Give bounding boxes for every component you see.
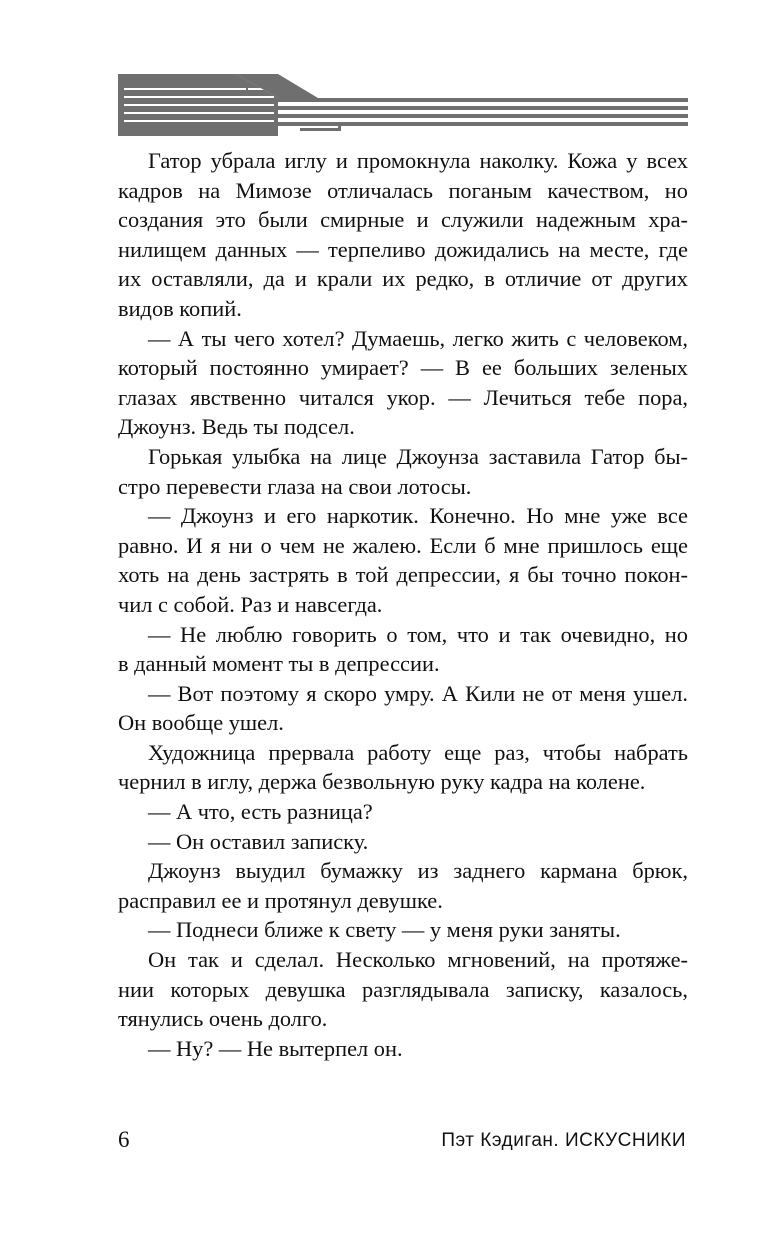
text-line: нилищем данных — терпеливо дожидались на месте, где bbox=[118, 236, 688, 262]
text-line: создания это были смирные и служили надежным хра- bbox=[118, 207, 688, 233]
text-line: кадров на Мимозе отличалась поганым качеством, но bbox=[118, 177, 688, 203]
text-line: видов копий. bbox=[118, 295, 242, 321]
text-line: — Поднеси ближе к свету — у меня руки заняты. bbox=[148, 917, 621, 943]
text-line: — А что, есть разница? bbox=[148, 799, 373, 825]
header-ornament bbox=[118, 74, 688, 136]
text-line: — Он оставил записку. bbox=[148, 828, 369, 854]
paragraph bbox=[118, 679, 688, 738]
paragraph bbox=[118, 620, 688, 679]
text-line: Джоунз. Ведь ты подсел. bbox=[118, 414, 355, 440]
text-line: хоть на день застрять в той депрессии, я бы точно покон- bbox=[118, 562, 688, 588]
paragraph bbox=[118, 442, 688, 501]
paragraph bbox=[118, 856, 688, 915]
text-line: нии которых девушка разглядывала записку, казалось, bbox=[118, 976, 688, 1002]
text-line: чил с собой. Раз и навсегда. bbox=[118, 591, 383, 617]
paragraph bbox=[118, 324, 688, 442]
text-line: — А ты чего хотел? Думаешь, легко жить с человеком, bbox=[148, 325, 688, 351]
text-line: глазах явственно читался укор. — Лечиться тебе пора, bbox=[118, 384, 688, 410]
paragraph bbox=[118, 738, 688, 797]
text-line: — Джоунз и его наркотик. Конечно. Но мне уже все bbox=[148, 503, 688, 529]
paragraph bbox=[118, 146, 688, 324]
text-line: стро перевести глаза на свои лотосы. bbox=[118, 473, 472, 499]
text-line: — Ну? — Не вытерпел он. bbox=[148, 1035, 403, 1061]
page-number: 6 bbox=[118, 1127, 130, 1152]
text-line: чернил в иглу, держа безвольную руку кадра на колене. bbox=[118, 769, 646, 795]
paragraph bbox=[118, 1034, 688, 1064]
paragraph bbox=[118, 827, 688, 857]
text-line: который постоянно умирает? — В ее больших зеленых bbox=[118, 355, 688, 381]
text-line: в данный момент ты в депрессии. bbox=[118, 651, 440, 677]
text-line: Горькая улыбка на лице Джоунза заставила Гатор бы- bbox=[148, 443, 688, 469]
paragraph bbox=[118, 797, 688, 827]
text-line: — Вот поэтому я скоро умру. А Кили не от меня ушел. bbox=[148, 680, 688, 706]
text-line: Джоунз выудил бумажку из заднего кармана брюк, bbox=[148, 858, 688, 884]
body-text bbox=[118, 146, 688, 1063]
text-line: Он так и сделал. Несколько мгновений, на протяже- bbox=[148, 947, 688, 973]
paragraph bbox=[118, 945, 688, 1034]
text-line: равно. И я ни о чем не жалею. Если б мне пришлось еще bbox=[118, 532, 688, 558]
text-line: их оставляли, да и крали их редко, в отличие от других bbox=[118, 266, 688, 292]
text-line: — Не люблю говорить о том, что и так очевидно, но bbox=[148, 621, 688, 647]
text-line: Художница прервала работу еще раз, чтобы набрать bbox=[148, 739, 688, 765]
paragraph bbox=[118, 915, 688, 945]
text-line: Он вообще ушел. bbox=[118, 710, 284, 736]
paragraph bbox=[118, 501, 688, 619]
text-line: тянулись очень долго. bbox=[118, 1006, 328, 1032]
text-line: расправил ее и протянул девушке. bbox=[118, 887, 443, 913]
text-line: Гатор убрала иглу и промокнула наколку. Кожа у всех bbox=[148, 148, 688, 173]
running-title: Пэт Кэдиган. ИСКУСНИКИ bbox=[441, 1130, 686, 1151]
